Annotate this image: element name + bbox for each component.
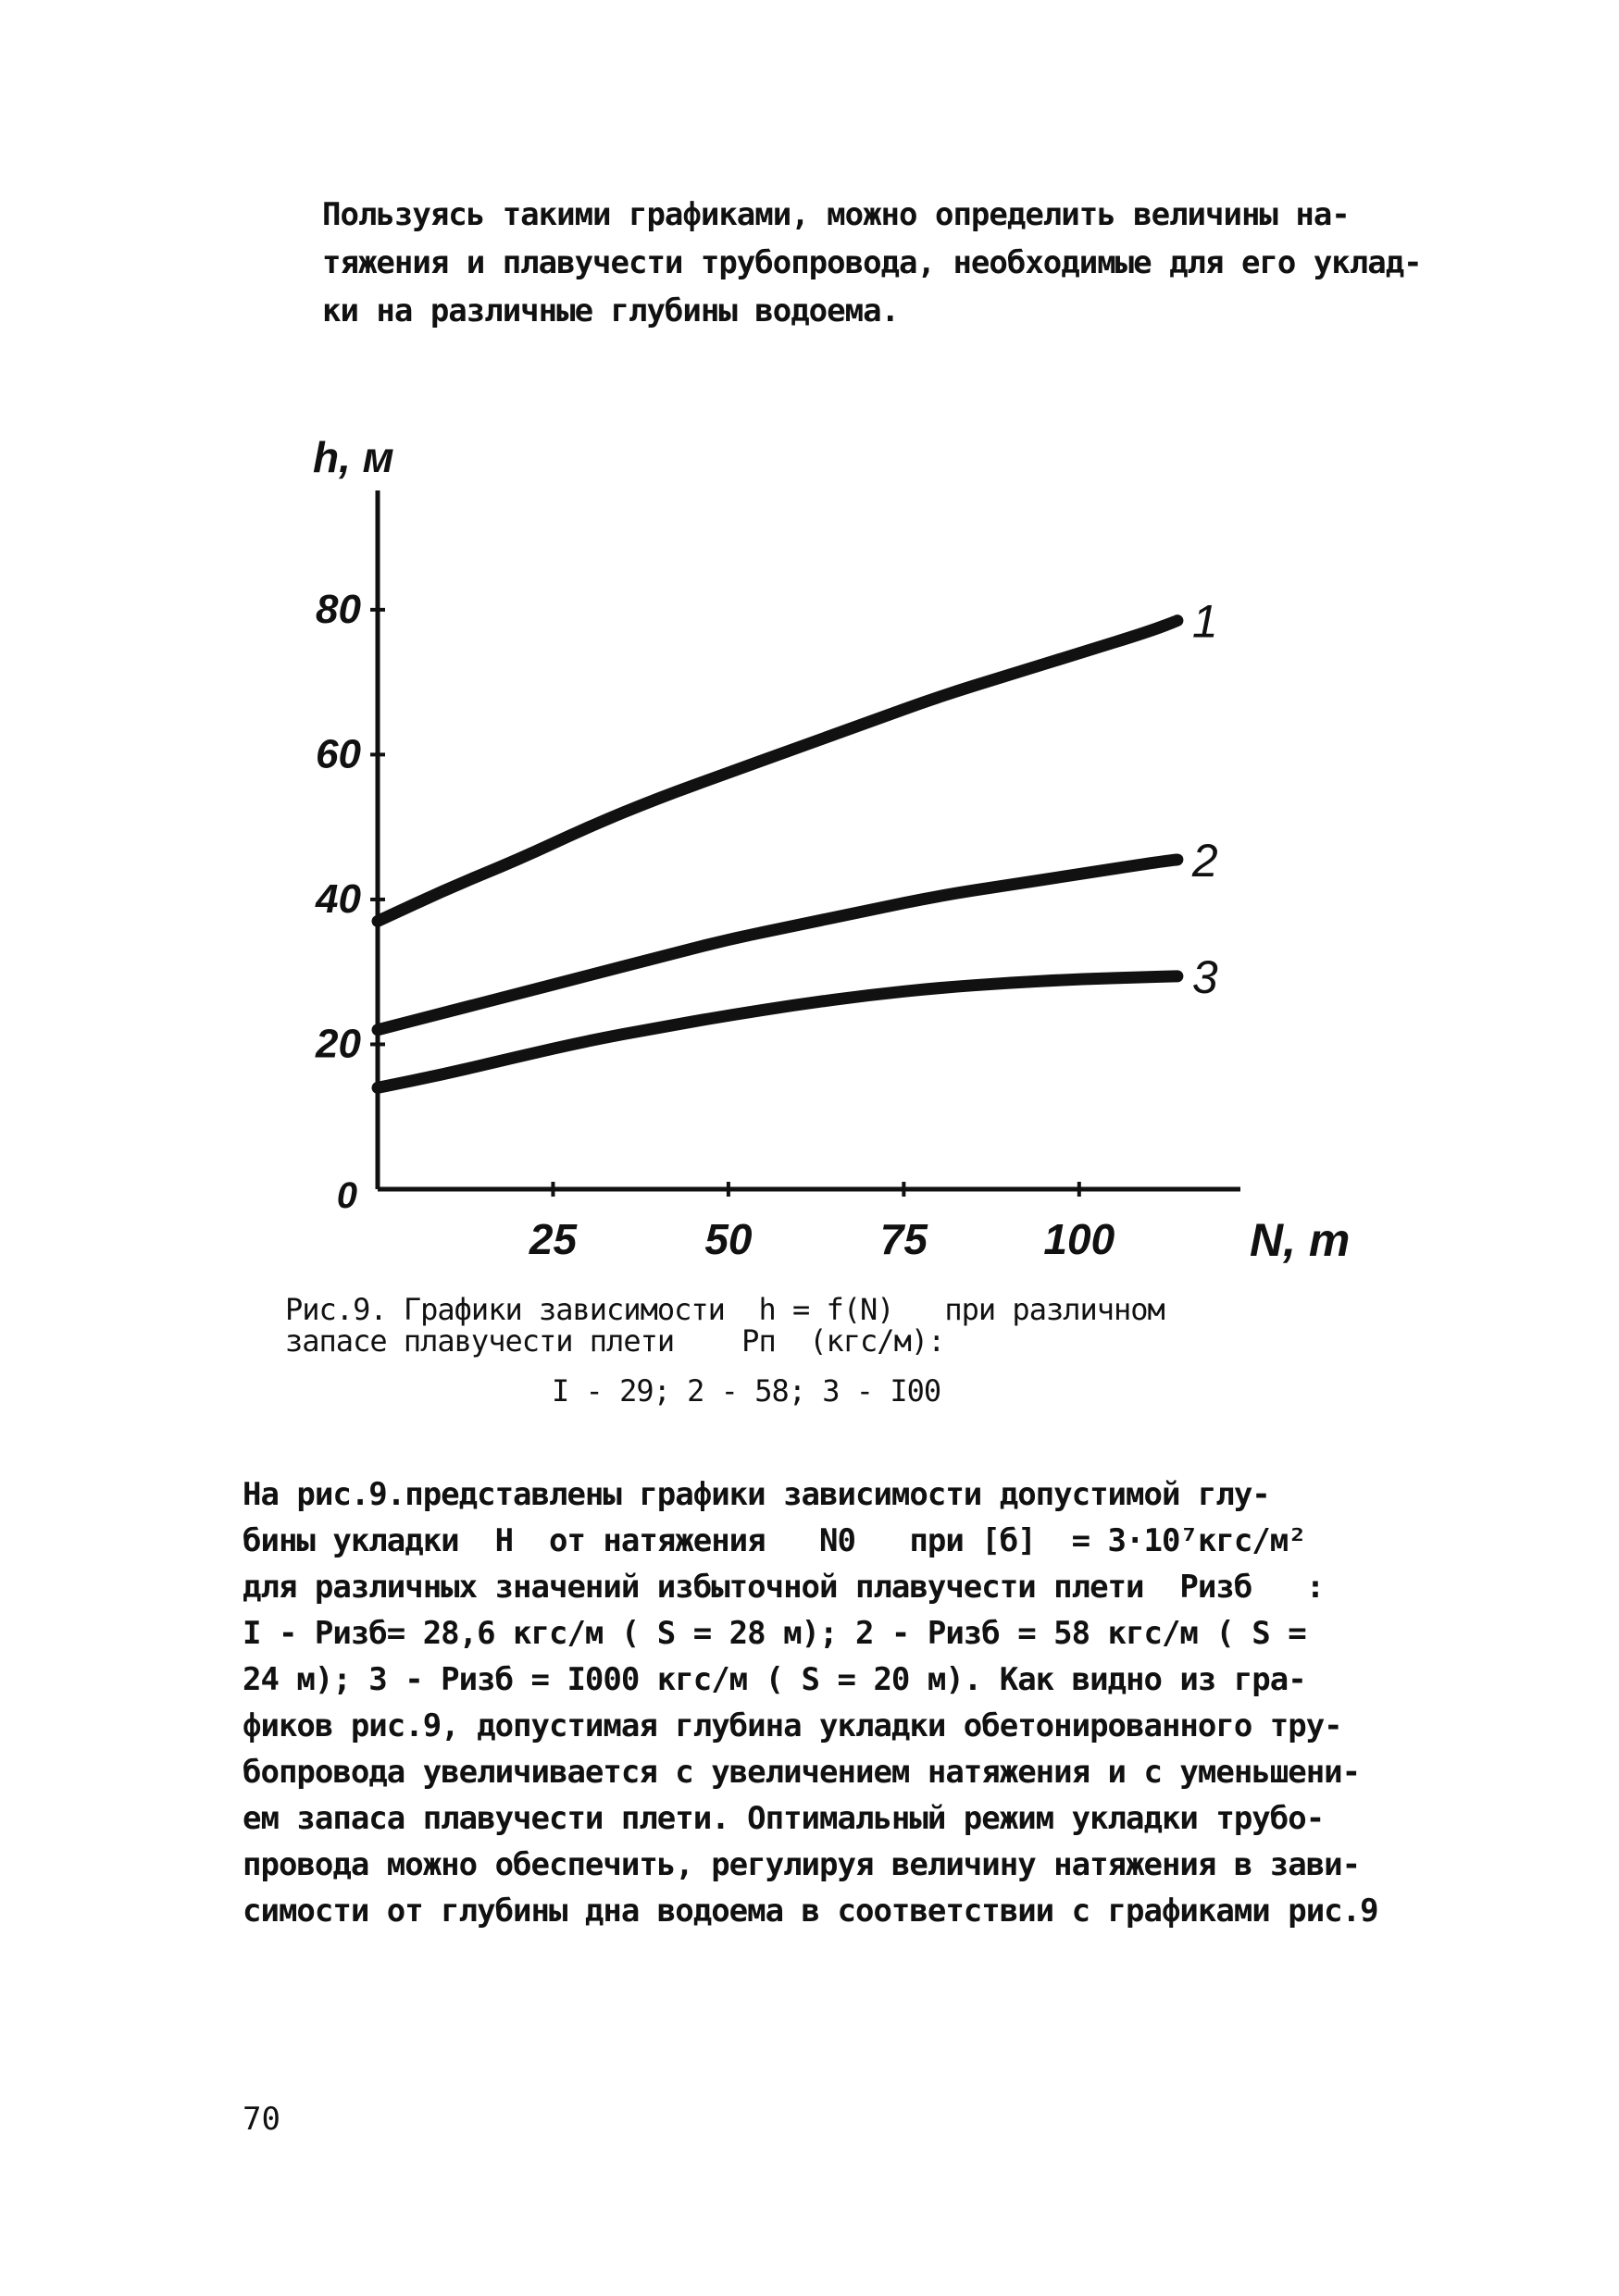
body-line: для различных значений избыточной плавучести плети Pизб : <box>243 1569 1325 1606</box>
y-tick-label: 40 <box>316 875 361 922</box>
figure-caption-line: Рис.9. Графики зависимости h = f(N) при различном <box>285 1292 1164 1327</box>
body-line: I - Pизб= 28,6 кгс/м ( S = 28 м); 2 - Pизб = 58 кгс/м ( S = <box>243 1615 1306 1652</box>
series-label-2: 2 <box>1191 834 1218 887</box>
body-paragraph <box>243 1471 1378 1934</box>
x-tick-label: 50 <box>704 1215 753 1263</box>
x-tick-label: 100 <box>1043 1215 1115 1263</box>
figure-caption-line: запасе плавучести плети Pп (кгс/м): <box>285 1323 945 1359</box>
intro-line: ки на различные глубины водоема. <box>322 292 900 329</box>
body-line: провода можно обеспечить, регулируя величину натяжения в зави- <box>243 1846 1361 1883</box>
y-tick-label: 80 <box>316 586 361 632</box>
intro-line: тяжения и плавучести трубопровода, необходимые для его уклад- <box>322 244 1422 281</box>
origin-label: 0 <box>336 1175 357 1216</box>
figure-9-chart <box>278 433 1351 1416</box>
x-tick-label: 75 <box>879 1215 928 1263</box>
y-tick-label: 20 <box>316 1021 361 1067</box>
series-label-3: 3 <box>1191 950 1218 1003</box>
page-number: 70 <box>243 2101 280 2138</box>
body-line: бины укладки H от натяжения N0 при [б] = 3·10⁷кгс/м² <box>243 1522 1306 1559</box>
body-line: ем запаса плавучести плети. Оптимальный режим укладки трубо- <box>243 1800 1325 1837</box>
intro-paragraph <box>322 191 1422 335</box>
intro-line: Пользуясь такими графиками, можно определить величины на- <box>322 196 1350 233</box>
x-axis-label: N, т <box>1250 1214 1351 1266</box>
body-line: бопровода увеличивается с увеличением натяжения и с уменьшени- <box>243 1754 1361 1791</box>
series-label-1: 1 <box>1191 595 1218 648</box>
body-line: фиков рис.9, допустимая глубина укладки обетонированного тру- <box>243 1707 1342 1744</box>
y-axis-label: h, м <box>313 433 394 481</box>
x-tick-label: 25 <box>529 1215 578 1263</box>
body-line: На рис.9.представлены графики зависимости допустимой глу- <box>243 1476 1270 1513</box>
line-chart <box>278 433 1351 1416</box>
body-line: симости от глубины дна водоема в соответствии с графиками рис.9 <box>243 1893 1378 1930</box>
body-line: 24 м); 3 - Pизб = I000 кгс/м ( S = 20 м). Как видно из гра- <box>243 1661 1306 1698</box>
y-tick-label: 60 <box>316 731 361 777</box>
figure-caption-legend: I - 29; 2 - 58; 3 - I00 <box>552 1373 941 1409</box>
